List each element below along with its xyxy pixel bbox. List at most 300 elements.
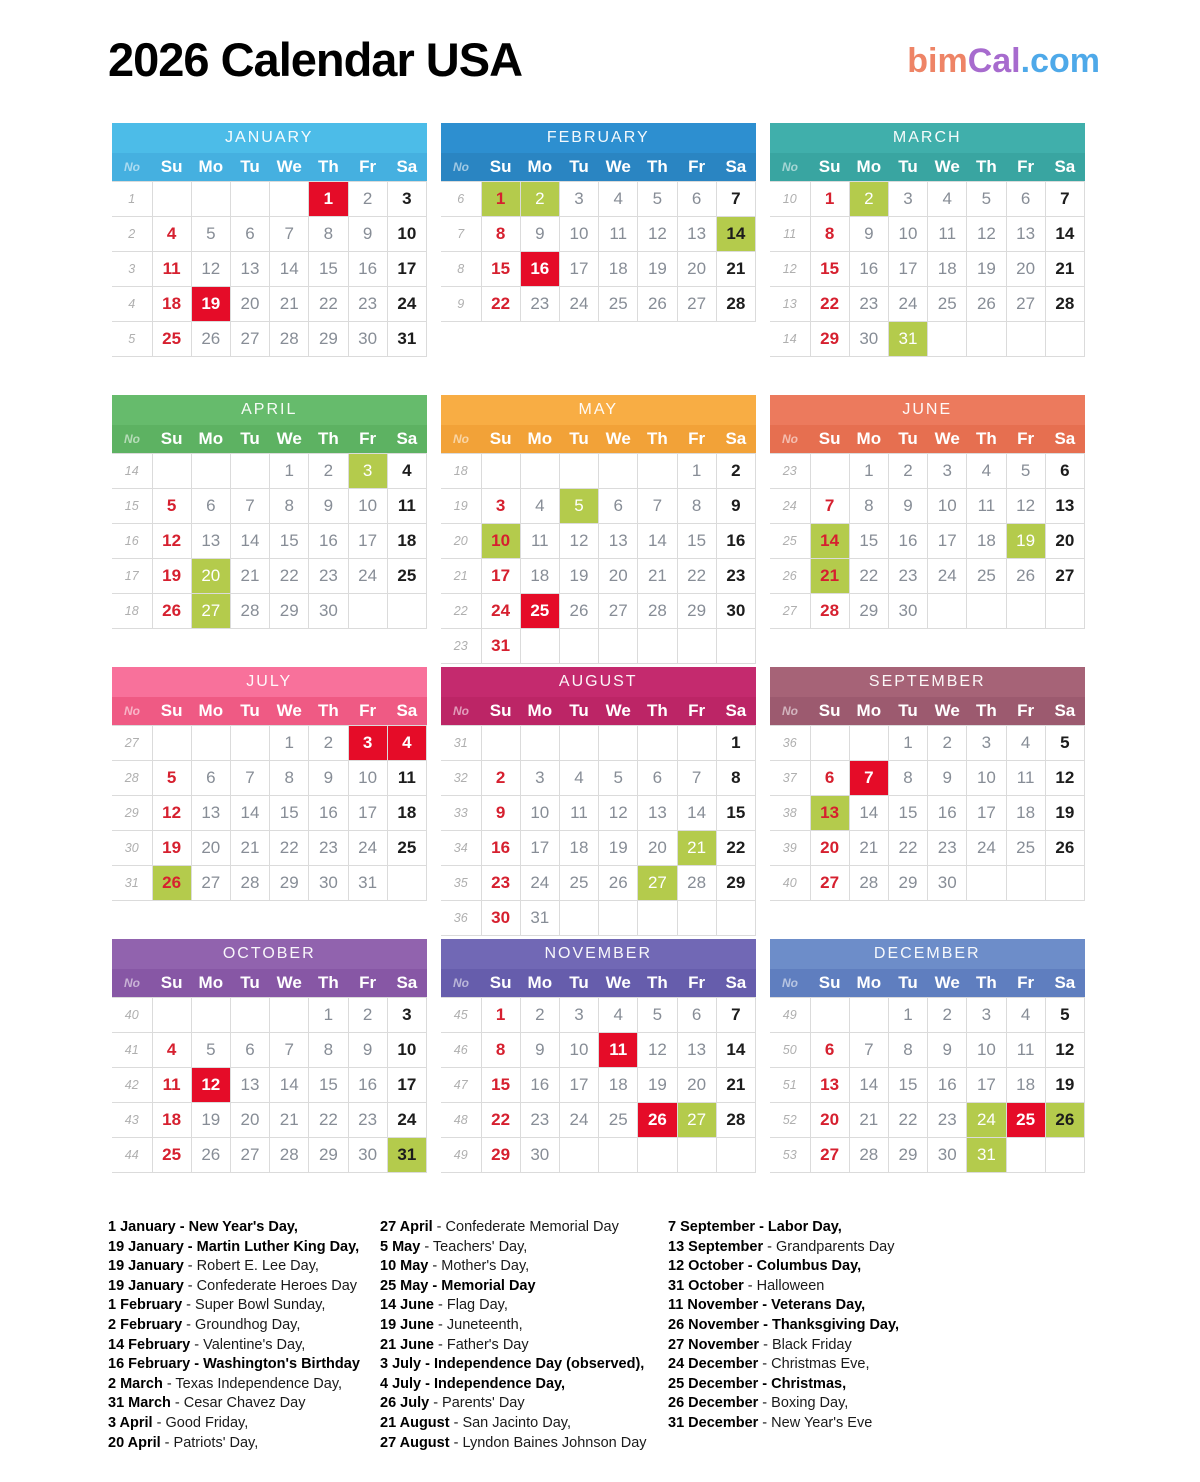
holiday-name: - Father's Day: [434, 1336, 529, 1353]
empty-day-cell: [1006, 322, 1045, 357]
day-cell: 6: [191, 489, 230, 524]
day-cell: 17: [967, 796, 1006, 831]
week-number: 10: [770, 182, 810, 217]
day-cell: 27: [230, 322, 269, 357]
day-cell: 7: [810, 489, 849, 524]
day-cell: 18: [559, 831, 598, 866]
day-cell: 3: [559, 998, 598, 1033]
week-number: 26: [770, 559, 810, 594]
weekday-header: We: [605, 429, 631, 448]
weekday-header: Fr: [1017, 701, 1035, 720]
month-february: [441, 123, 756, 322]
holiday-date: 11 November: [668, 1297, 759, 1314]
holiday-entry: [108, 1218, 380, 1238]
empty-day-cell: [716, 901, 755, 936]
weekday-header-row: [770, 425, 1085, 454]
empty-day-cell: [191, 998, 230, 1033]
calendar-grid: [112, 123, 1200, 1211]
day-cell: 4: [152, 217, 191, 252]
day-cell: 25: [387, 559, 426, 594]
day-cell: 15: [309, 252, 348, 287]
day-cell: 5: [152, 761, 191, 796]
day-cell: 27: [810, 1138, 849, 1173]
week-row: [112, 594, 427, 629]
logo-part2: Cal: [967, 42, 1021, 80]
day-cell: 7: [638, 489, 677, 524]
day-cell: 16: [928, 1068, 967, 1103]
weekday-header: Sa: [396, 157, 418, 176]
weekday-header: Th: [318, 429, 339, 448]
weekday-header: Tu: [569, 701, 589, 720]
day-cell: 15: [888, 1068, 927, 1103]
weekday-header: Mo: [856, 701, 882, 720]
empty-day-cell: [152, 182, 191, 217]
day-cell: 4: [967, 454, 1006, 489]
holiday-date: 31 October: [668, 1277, 744, 1294]
weekday-header-row: [441, 697, 756, 726]
day-cell: 31: [888, 322, 927, 357]
week-row: [770, 252, 1085, 287]
day-cell: 15: [481, 1068, 520, 1103]
week-number: 35: [441, 866, 481, 901]
day-cell: 11: [967, 489, 1006, 524]
day-cell: 2: [520, 998, 559, 1033]
weekday-header: Su: [489, 429, 512, 448]
holiday-date: 2 February: [108, 1316, 183, 1333]
weekday-header: Su: [818, 429, 841, 448]
weekday-header: Sa: [396, 973, 418, 992]
month-april: [112, 395, 427, 629]
holiday-entry: [108, 1277, 380, 1297]
weekday-header: Th: [318, 157, 339, 176]
day-cell: 27: [599, 594, 638, 629]
month-january: [112, 123, 427, 357]
holiday-entry: [668, 1414, 899, 1434]
day-cell: 20: [1045, 524, 1084, 559]
holiday-name: - Confederate Heroes Day: [183, 1277, 358, 1294]
month-title: JUNE: [770, 395, 1085, 425]
day-cell: 30: [849, 322, 888, 357]
month-title: OCTOBER: [112, 939, 427, 969]
week-row: [441, 559, 756, 594]
holiday-name: - Independence Day,: [421, 1375, 566, 1392]
day-cell: 11: [387, 761, 426, 796]
day-cell: 15: [309, 1068, 348, 1103]
day-cell: 20: [599, 559, 638, 594]
week-number: 8: [441, 252, 481, 287]
holiday-date: 19 January: [108, 1277, 184, 1294]
holiday-date: 2 March: [108, 1375, 163, 1392]
weekday-header: Su: [489, 701, 512, 720]
week-number: 3: [112, 252, 152, 287]
site-logo[interactable]: [907, 42, 1100, 81]
empty-day-cell: [638, 454, 677, 489]
day-cell: 1: [677, 454, 716, 489]
day-cell: 28: [849, 866, 888, 901]
week-row: [770, 559, 1085, 594]
day-cell: 7: [1045, 182, 1084, 217]
day-cell: 3: [348, 454, 387, 489]
weekday-header: Tu: [240, 701, 260, 720]
month-title: AUGUST: [441, 667, 756, 697]
weekday-header: Mo: [198, 157, 224, 176]
day-cell: 26: [1045, 831, 1084, 866]
day-cell: 1: [481, 182, 520, 217]
week-row: [112, 1068, 427, 1103]
day-cell: 19: [638, 252, 677, 287]
day-cell: 17: [481, 559, 520, 594]
week-row: [441, 998, 756, 1033]
page-title: 2026 Calendar USA: [108, 33, 523, 86]
holiday-name: - Independence Day (observed),: [421, 1356, 645, 1373]
day-cell: 9: [888, 489, 927, 524]
week-row: [770, 524, 1085, 559]
weekday-header: Mo: [527, 157, 553, 176]
empty-day-cell: [559, 454, 598, 489]
day-cell: 2: [309, 726, 348, 761]
day-cell: 13: [191, 796, 230, 831]
week-row: [441, 287, 756, 322]
day-cell: 10: [928, 489, 967, 524]
holiday-date: 27 April: [380, 1219, 433, 1235]
weekday-header: Su: [160, 973, 183, 992]
holiday-entry: [668, 1238, 899, 1258]
week-number-header: No: [453, 160, 469, 174]
day-cell: 14: [716, 217, 755, 252]
holiday-date: 25 May: [380, 1277, 429, 1294]
empty-day-cell: [348, 594, 387, 629]
holiday-list: [108, 1218, 1200, 1453]
day-cell: 12: [559, 524, 598, 559]
day-cell: 11: [1006, 761, 1045, 796]
weekday-header: Sa: [725, 973, 747, 992]
day-cell: 2: [481, 761, 520, 796]
day-cell: 31: [520, 901, 559, 936]
holiday-entry: [108, 1238, 380, 1258]
day-cell: 13: [1045, 489, 1084, 524]
day-cell: 17: [559, 1068, 598, 1103]
week-row: [112, 559, 427, 594]
holiday-name: - San Jacinto Day,: [449, 1414, 571, 1431]
day-cell: 23: [520, 1103, 559, 1138]
week-number: 32: [441, 761, 481, 796]
day-cell: 17: [559, 252, 598, 287]
month-title-row: [112, 395, 427, 425]
weekday-header: Th: [976, 701, 997, 720]
month-title: DECEMBER: [770, 939, 1085, 969]
day-cell: 2: [716, 454, 755, 489]
holiday-date: 21 June: [380, 1336, 434, 1353]
holiday-date: 10 May: [380, 1258, 429, 1275]
holiday-name: - Memorial Day: [428, 1277, 536, 1294]
day-cell: 23: [481, 866, 520, 901]
weekday-header: Tu: [569, 157, 589, 176]
weekday-header: Sa: [725, 701, 747, 720]
weekday-header: We: [276, 973, 302, 992]
week-row: [441, 831, 756, 866]
month-title-row: [112, 667, 427, 697]
day-cell: 20: [191, 559, 230, 594]
day-cell: 17: [520, 831, 559, 866]
day-cell: 6: [1006, 182, 1045, 217]
week-row: [112, 322, 427, 357]
day-cell: 16: [849, 252, 888, 287]
day-cell: 17: [348, 796, 387, 831]
holiday-entry: [668, 1394, 899, 1414]
day-cell: 5: [191, 217, 230, 252]
empty-day-cell: [387, 594, 426, 629]
holiday-entry: [668, 1218, 899, 1238]
week-number: 28: [112, 761, 152, 796]
day-cell: 30: [928, 866, 967, 901]
day-cell: 13: [1006, 217, 1045, 252]
day-cell: 29: [309, 322, 348, 357]
empty-day-cell: [152, 726, 191, 761]
week-number: 27: [112, 726, 152, 761]
day-cell: 25: [1006, 831, 1045, 866]
week-row: [441, 489, 756, 524]
day-cell: 7: [677, 761, 716, 796]
holiday-name: - New Year's Day,: [175, 1219, 298, 1235]
holiday-name: - Texas Independence Day,: [162, 1375, 343, 1392]
day-cell: 19: [152, 831, 191, 866]
day-cell: 16: [348, 1068, 387, 1103]
day-cell: 11: [520, 524, 559, 559]
day-cell: 18: [967, 524, 1006, 559]
day-cell: 3: [559, 182, 598, 217]
day-cell: 29: [481, 1138, 520, 1173]
day-cell: 14: [638, 524, 677, 559]
day-cell: 23: [888, 559, 927, 594]
holiday-entry: [380, 1394, 668, 1414]
day-cell: 28: [230, 594, 269, 629]
day-cell: 28: [849, 1138, 888, 1173]
weekday-header: We: [934, 429, 960, 448]
month-title-row: [770, 667, 1085, 697]
day-cell: 28: [1045, 287, 1084, 322]
week-number: 4: [112, 287, 152, 322]
week-number: 25: [770, 524, 810, 559]
weekday-header: Th: [976, 157, 997, 176]
day-cell: 1: [309, 998, 348, 1033]
empty-day-cell: [810, 726, 849, 761]
week-number: 17: [112, 559, 152, 594]
holiday-date: 1 February: [108, 1297, 183, 1314]
week-number-header: No: [782, 704, 798, 718]
empty-day-cell: [638, 1138, 677, 1173]
week-row: [770, 866, 1085, 901]
holiday-name: - Confederate Memorial Day: [432, 1219, 619, 1235]
weekday-header: Fr: [1017, 973, 1035, 992]
week-number: 6: [441, 182, 481, 217]
empty-day-cell: [716, 629, 755, 664]
day-cell: 20: [677, 252, 716, 287]
holiday-entry: [668, 1316, 899, 1336]
day-cell: 7: [230, 489, 269, 524]
day-cell: 22: [849, 559, 888, 594]
day-cell: 18: [928, 252, 967, 287]
weekday-header: Th: [318, 701, 339, 720]
day-cell: 8: [309, 217, 348, 252]
empty-day-cell: [677, 1138, 716, 1173]
day-cell: 30: [716, 594, 755, 629]
month-september: [770, 667, 1085, 901]
empty-day-cell: [716, 1138, 755, 1173]
empty-day-cell: [520, 629, 559, 664]
day-cell: 29: [849, 594, 888, 629]
day-cell: 2: [928, 998, 967, 1033]
weekday-header: Sa: [1054, 973, 1076, 992]
empty-day-cell: [387, 866, 426, 901]
day-cell: 26: [638, 287, 677, 322]
day-cell: 7: [849, 761, 888, 796]
weekday-header: Su: [160, 701, 183, 720]
month-title-row: [112, 123, 427, 153]
weekday-header-row: [112, 153, 427, 182]
day-cell: 1: [849, 454, 888, 489]
day-cell: 13: [638, 796, 677, 831]
weekday-header-row: [770, 153, 1085, 182]
empty-day-cell: [967, 322, 1006, 357]
day-cell: 16: [309, 796, 348, 831]
weekday-header: We: [934, 973, 960, 992]
day-cell: 8: [677, 489, 716, 524]
day-cell: 25: [967, 559, 1006, 594]
day-cell: 24: [481, 594, 520, 629]
day-cell: 8: [270, 761, 309, 796]
weekday-header: Mo: [198, 701, 224, 720]
week-row: [112, 831, 427, 866]
month-title: MARCH: [770, 123, 1085, 153]
week-row: [112, 454, 427, 489]
day-cell: 9: [849, 217, 888, 252]
day-cell: 21: [716, 1068, 755, 1103]
holiday-entry: [668, 1355, 899, 1375]
empty-day-cell: [638, 726, 677, 761]
day-cell: 7: [849, 1033, 888, 1068]
empty-day-cell: [810, 454, 849, 489]
day-cell: 2: [309, 454, 348, 489]
day-cell: 27: [191, 866, 230, 901]
day-cell: 11: [928, 217, 967, 252]
day-cell: 9: [520, 1033, 559, 1068]
empty-day-cell: [849, 998, 888, 1033]
holiday-name: - Mother's Day,: [428, 1258, 530, 1275]
day-cell: 10: [387, 1033, 426, 1068]
page-header: [108, 30, 1100, 96]
day-cell: 19: [191, 1103, 230, 1138]
day-cell: 19: [152, 559, 191, 594]
day-cell: 31: [967, 1138, 1006, 1173]
week-number: 1: [112, 182, 152, 217]
day-cell: 16: [888, 524, 927, 559]
day-cell: 4: [928, 182, 967, 217]
day-cell: 5: [152, 489, 191, 524]
empty-day-cell: [230, 998, 269, 1033]
day-cell: 3: [888, 182, 927, 217]
week-number-header: No: [124, 704, 140, 718]
empty-day-cell: [520, 454, 559, 489]
day-cell: 15: [810, 252, 849, 287]
day-cell: 30: [928, 1138, 967, 1173]
holiday-entry: [380, 1414, 668, 1434]
day-cell: 2: [928, 726, 967, 761]
day-cell: 22: [888, 831, 927, 866]
day-cell: 27: [677, 1103, 716, 1138]
week-row: [112, 217, 427, 252]
day-cell: 24: [559, 1103, 598, 1138]
holiday-date: 19 January: [108, 1258, 184, 1275]
day-cell: 7: [230, 761, 269, 796]
week-number: 2: [112, 217, 152, 252]
holiday-date: 4 July: [380, 1375, 422, 1392]
day-cell: 19: [559, 559, 598, 594]
empty-day-cell: [1006, 866, 1045, 901]
holiday-name: - Robert E. Lee Day,: [183, 1258, 319, 1275]
day-cell: 14: [270, 1068, 309, 1103]
day-cell: 7: [716, 998, 755, 1033]
week-number: 44: [112, 1138, 152, 1173]
weekday-header: Sa: [1054, 157, 1076, 176]
day-cell: 27: [1045, 559, 1084, 594]
month-title: FEBRUARY: [441, 123, 756, 153]
weekday-header: Tu: [240, 429, 260, 448]
week-number: 53: [770, 1138, 810, 1173]
week-row: [112, 796, 427, 831]
day-cell: 12: [638, 1033, 677, 1068]
day-cell: 27: [677, 287, 716, 322]
holiday-name: - Lyndon Baines Johnson Day: [449, 1434, 647, 1451]
day-cell: 4: [599, 998, 638, 1033]
month-title-row: [770, 395, 1085, 425]
month-december: [770, 939, 1085, 1173]
day-cell: 26: [638, 1103, 677, 1138]
day-cell: 14: [1045, 217, 1084, 252]
empty-day-cell: [191, 726, 230, 761]
month-november: [441, 939, 756, 1173]
holiday-name: - Flag Day,: [434, 1297, 508, 1314]
day-cell: 31: [481, 629, 520, 664]
week-row: [112, 998, 427, 1033]
weekday-header: Mo: [527, 973, 553, 992]
holiday-entry: [108, 1316, 380, 1336]
week-row: [770, 1033, 1085, 1068]
week-number: 36: [441, 901, 481, 936]
holiday-entry: [380, 1355, 668, 1375]
day-cell: 9: [928, 1033, 967, 1068]
day-cell: 15: [270, 524, 309, 559]
day-cell: 27: [638, 866, 677, 901]
week-number-header: No: [782, 160, 798, 174]
weekday-header-row: [112, 969, 427, 998]
day-cell: 18: [152, 1103, 191, 1138]
day-cell: 24: [348, 831, 387, 866]
week-number: 18: [112, 594, 152, 629]
month-title-row: [441, 123, 756, 153]
weekday-header-row: [441, 969, 756, 998]
day-cell: 23: [928, 831, 967, 866]
day-cell: 26: [191, 1138, 230, 1173]
day-cell: 20: [230, 287, 269, 322]
month-title: NOVEMBER: [441, 939, 756, 969]
week-row: [770, 454, 1085, 489]
week-number: 38: [770, 796, 810, 831]
weekday-header: Tu: [898, 157, 918, 176]
week-row: [112, 489, 427, 524]
empty-day-cell: [928, 322, 967, 357]
day-cell: 17: [967, 1068, 1006, 1103]
holiday-entry: [108, 1414, 380, 1434]
